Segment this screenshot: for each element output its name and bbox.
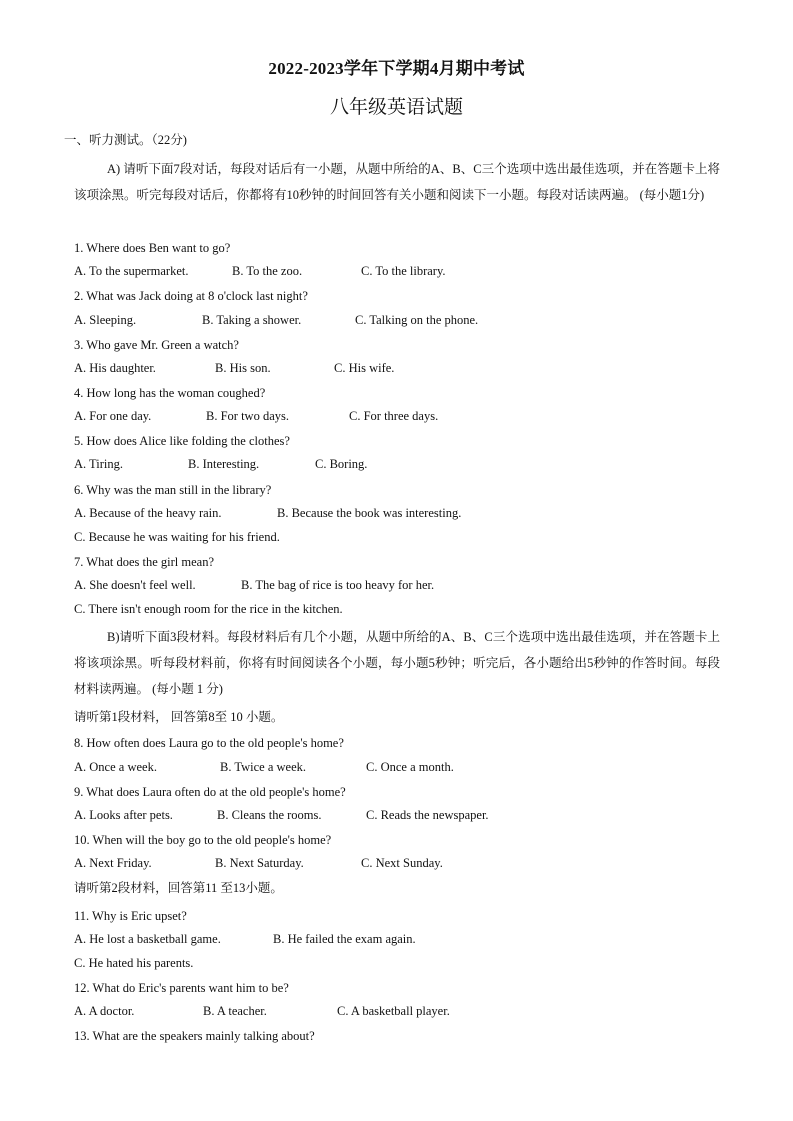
part-a-text: A) 请听下面7段对话，每段对话后有一小题，从题中所给的A、B、C三个选项中选出最佳选项，并在答题卡上将该项涂黑。听完每段对话后，你都将有10秒钟的时间回答有关小题和阅读下一小题。每段对话读两遍。 (每小题1分) bbox=[74, 162, 720, 202]
q5-option-b: B. Interesting. bbox=[188, 457, 260, 471]
material-2-note: 请听第2段材料，回答第11 至13小题。 bbox=[74, 881, 283, 895]
material-1-note: 请听第1段材料， 回答第8至 10 小题。 bbox=[74, 710, 284, 724]
q8-option-b: B. Twice a week. bbox=[220, 760, 307, 774]
question-7: 7. What does the girl mean? bbox=[74, 555, 215, 569]
part-a-instructions bbox=[74, 156, 720, 208]
q6-option-a: A. Because of the heavy rain. bbox=[74, 506, 222, 520]
part-b-text: B)请听下面3段材料。每段材料后有几个小题，从题中所给的A、B、C三个选项中选出最佳选项，并在答题卡上将该项涂黑。听每段材料前，你将有时间阅读各个小题，每小题5秒钟；听完后，各小题给出5秒钟的作答时间。每段材料读两遍。 (每小题 1 分) bbox=[74, 630, 720, 696]
q11-option-a: A. He lost a basketball game. bbox=[74, 932, 221, 946]
question-1: 1. Where does Ben want to go? bbox=[74, 241, 231, 255]
q2-option-c: C. Talking on the phone. bbox=[355, 313, 479, 327]
q4-option-a: A. For one day. bbox=[74, 409, 152, 423]
question-6: 6. Why was the man still in the library? bbox=[74, 483, 272, 497]
part-b-instructions bbox=[74, 624, 720, 702]
q3-option-a: A. His daughter. bbox=[74, 361, 156, 375]
q12-option-c: C. A basketball player. bbox=[337, 1004, 450, 1018]
q7-option-c: C. There isn't enough room for the rice in the kitchen. bbox=[74, 602, 343, 616]
question-10: 10. When will the boy go to the old people's home? bbox=[74, 833, 332, 847]
q3-option-b: B. His son. bbox=[215, 361, 271, 375]
q4-option-b: B. For two days. bbox=[206, 409, 289, 423]
q9-option-b: B. Cleans the rooms. bbox=[217, 808, 322, 822]
q1-option-a: A. To the supermarket. bbox=[74, 264, 189, 278]
q7-option-b: B. The bag of rice is too heavy for her. bbox=[241, 578, 435, 592]
q8-option-a: A. Once a week. bbox=[74, 760, 157, 774]
q3-option-c: C. His wife. bbox=[334, 361, 395, 375]
q7-option-a: A. She doesn't feel well. bbox=[74, 578, 196, 592]
q9-option-c: C. Reads the newspaper. bbox=[366, 808, 489, 822]
q5-option-c: C. Boring. bbox=[315, 457, 368, 471]
q6-option-b: B. Because the book was interesting. bbox=[277, 506, 462, 520]
q8-option-c: C. Once a month. bbox=[366, 760, 454, 774]
q9-option-a: A. Looks after pets. bbox=[74, 808, 173, 822]
exam-title: 2022-2023学年下学期4月期中考试 bbox=[268, 59, 525, 78]
q1-option-c: C. To the library. bbox=[361, 264, 446, 278]
q2-option-a: A. Sleeping. bbox=[74, 313, 137, 327]
q10-option-c: C. Next Sunday. bbox=[361, 856, 443, 870]
question-13: 13. What are the speakers mainly talking about? bbox=[74, 1029, 315, 1043]
question-4: 4. How long has the woman coughed? bbox=[74, 386, 266, 400]
q1-option-b: B. To the zoo. bbox=[232, 264, 303, 278]
exam-subtitle: 八年级英语试题 bbox=[329, 97, 463, 118]
q10-option-a: A. Next Friday. bbox=[74, 856, 152, 870]
q12-option-a: A. A doctor. bbox=[74, 1004, 135, 1018]
q4-option-c: C. For three days. bbox=[349, 409, 439, 423]
q11-option-c: C. He hated his parents. bbox=[74, 956, 194, 970]
q12-option-b: B. A teacher. bbox=[203, 1004, 267, 1018]
q2-option-b: B. Taking a shower. bbox=[202, 313, 302, 327]
question-11: 11. Why is Eric upset? bbox=[74, 909, 187, 923]
question-8: 8. How often does Laura go to the old people's home? bbox=[74, 736, 344, 750]
q10-option-b: B. Next Saturday. bbox=[215, 856, 304, 870]
question-12: 12. What do Eric's parents want him to be? bbox=[74, 981, 289, 995]
q6-option-c: C. Because he was waiting for his friend. bbox=[74, 530, 280, 544]
q11-option-b: B. He failed the exam again. bbox=[273, 932, 416, 946]
q5-option-a: A. Tiring. bbox=[74, 457, 123, 471]
question-9: 9. What does Laura often do at the old people's home? bbox=[74, 785, 346, 799]
question-2: 2. What was Jack doing at 8 o'clock last night? bbox=[74, 289, 308, 303]
section-heading: 一、听力测试。（22分) bbox=[64, 133, 187, 147]
question-3: 3. Who gave Mr. Green a watch? bbox=[74, 338, 239, 352]
question-5: 5. How does Alice like folding the clothes? bbox=[74, 434, 290, 448]
